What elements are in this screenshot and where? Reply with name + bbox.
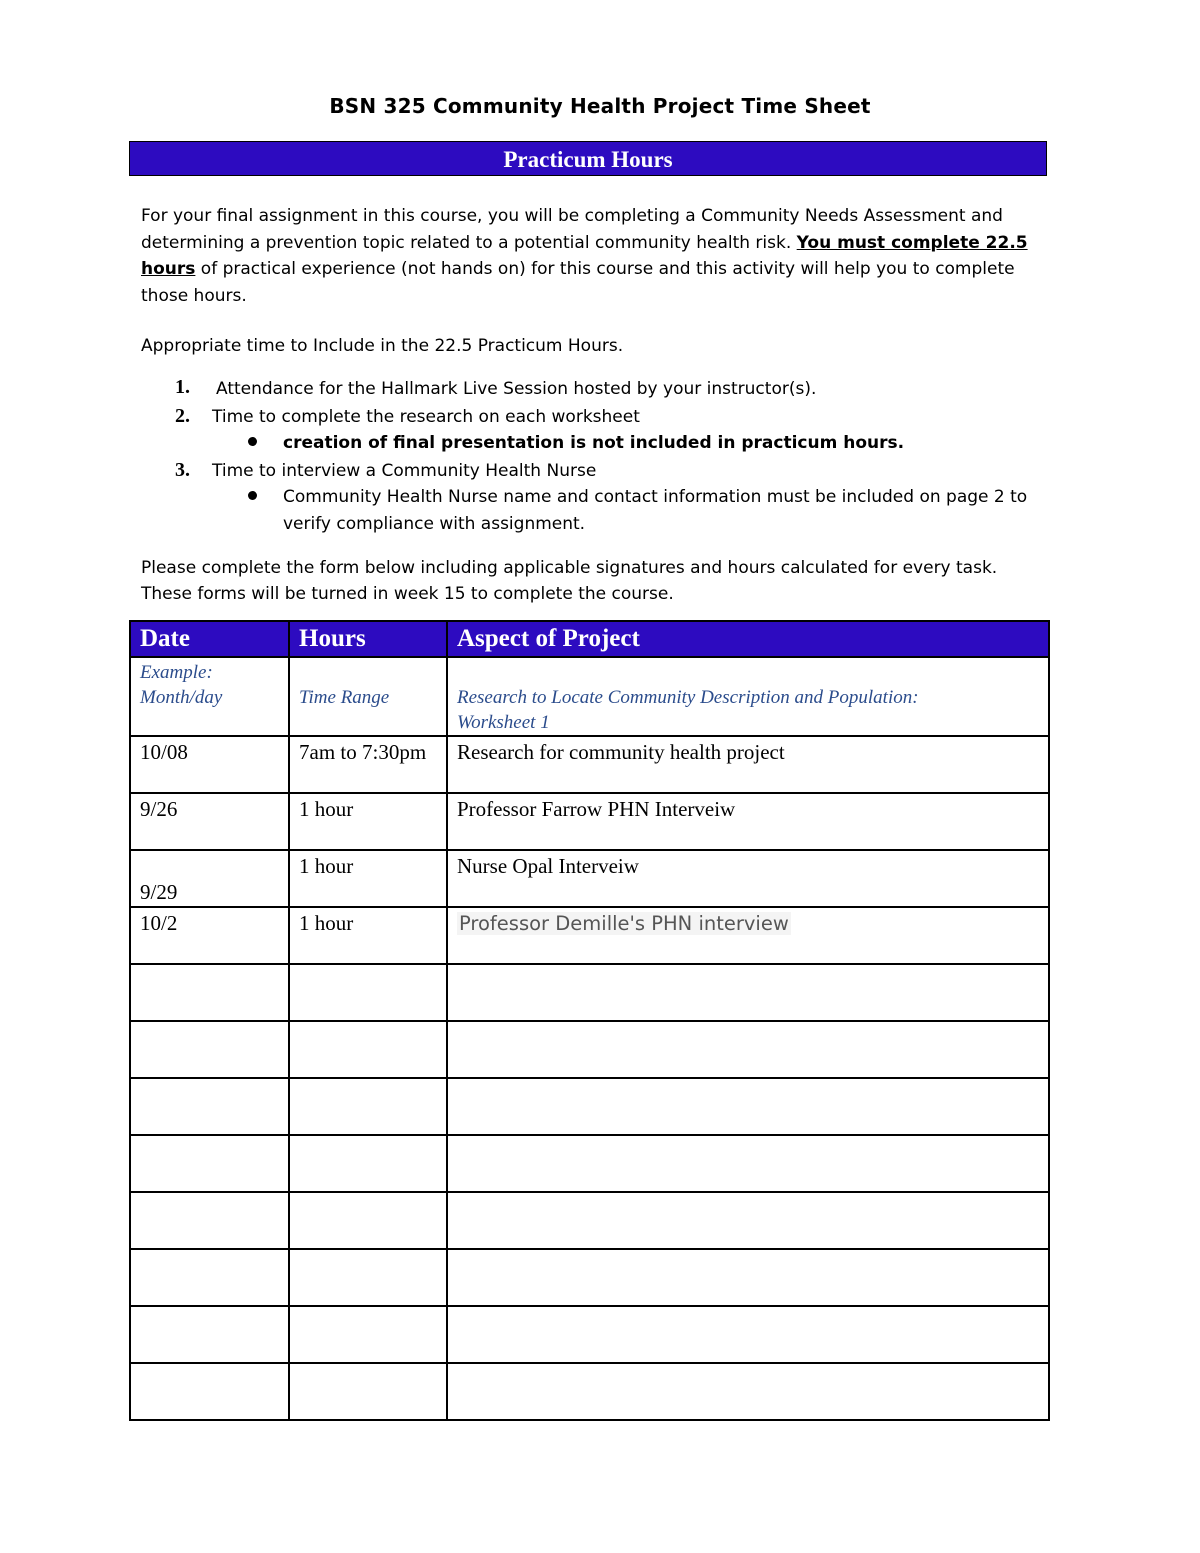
aspect-cell[interactable]: Professor Farrow PHN Interveiw [447,793,1049,850]
list-number-1: 1. [175,376,190,398]
list-number-3: 3. [175,459,190,481]
table-row [130,736,1049,793]
table-row [130,1363,1049,1420]
time-sheet-table [129,620,1050,1421]
table-header-row [130,621,1049,657]
example-aspect-line1: Research to Locate Community Description and Population: [457,687,919,708]
intro-emphasis: You must complete 22.5 hours [141,232,1028,279]
intro-paragraph [141,203,1041,309]
table-row [130,1306,1049,1363]
aspect-value: Professor Demille's PHN interview [459,912,789,935]
aspect-cell[interactable] [447,1306,1049,1363]
header-date: Date [130,621,289,657]
date-cell[interactable] [130,1363,289,1420]
hours-cell[interactable] [289,1021,447,1078]
aspect-cell[interactable]: Nurse Opal Interveiw [447,850,1049,907]
aspect-cell[interactable] [447,964,1049,1021]
appropriate-time-heading: Appropriate time to Include in the 22.5 Practicum Hours. [141,336,624,356]
aspect-cell[interactable] [447,1249,1049,1306]
date-cell[interactable] [130,1192,289,1249]
hours-cell[interactable] [289,1078,447,1135]
table-row [130,907,1049,964]
date-cell[interactable]: 10/2 [130,907,289,964]
list-item-3: Time to interview a Community Health Nurse [212,461,597,481]
list-item-1: Attendance for the Hallmark Live Session hosted by your instructor(s). [216,379,817,399]
intro-text-1: For your final assignment in this course, you will be completing a Community Needs Assessment and determining a prevention topic related to a potential community health risk. [141,206,1003,253]
date-cell[interactable] [130,1078,289,1135]
date-cell[interactable] [130,1249,289,1306]
aspect-cell[interactable] [447,1135,1049,1192]
hours-cell[interactable]: 1 hour [289,907,447,964]
table-row [130,850,1049,907]
header-aspect: Aspect of Project [447,621,1049,657]
table-row [130,793,1049,850]
hours-cell[interactable]: 1 hour [289,850,447,907]
example-date-cell [130,657,289,736]
example-hours: Time Range [299,687,390,708]
hours-cell[interactable]: 7am to 7:30pm [289,736,447,793]
aspect-cell[interactable]: Research for community health project [447,736,1049,793]
list-item-2: Time to complete the research on each worksheet [212,407,640,427]
header-hours: Hours [289,621,447,657]
date-cell[interactable]: 10/08 [130,736,289,793]
table-row [130,1078,1049,1135]
page-title: BSN 325 Community Health Project Time Sheet [329,94,871,118]
date-value: 9/29 [140,880,178,904]
list-subitem-2: creation of final presentation is not included in practicum hours. [283,433,905,453]
hours-cell[interactable] [289,1249,447,1306]
hours-cell[interactable] [289,1135,447,1192]
example-aspect-cell [447,657,1049,736]
date-cell[interactable] [130,1135,289,1192]
hours-cell[interactable] [289,1306,447,1363]
table-row [130,1021,1049,1078]
hours-cell[interactable]: 1 hour [289,793,447,850]
example-aspect-line2: Worksheet 1 [457,712,550,733]
hours-cell[interactable] [289,1363,447,1420]
list-number-2: 2. [175,405,190,427]
example-date-label: Example: [140,662,213,683]
date-cell[interactable] [130,850,289,907]
instructions-paragraph: Please complete the form below including applicable signatures and hours calculated for every task. These forms will be turned in week 15 to complete the course. [141,558,998,604]
table-row [130,1135,1049,1192]
example-date-format: Month/day [140,687,223,708]
aspect-cell[interactable] [447,1192,1049,1249]
table-row [130,1249,1049,1306]
example-hours-cell [289,657,447,736]
example-row [130,657,1049,736]
date-cell[interactable] [130,964,289,1021]
aspect-cell[interactable] [447,907,1049,964]
bullet-icon [248,437,257,446]
date-cell[interactable]: 9/26 [130,793,289,850]
aspect-cell[interactable] [447,1363,1049,1420]
date-cell[interactable] [130,1306,289,1363]
hours-cell[interactable] [289,1192,447,1249]
intro-text-2: of practical experience (not hands on) for this course and this activity will help you to complete those hours. [141,259,1015,306]
hours-cell[interactable] [289,964,447,1021]
list-subitem-3: Community Health Nurse name and contact information must be included on page 2 to verify compliance with assignment. [283,487,1028,534]
table-row [130,964,1049,1021]
aspect-cell[interactable] [447,1021,1049,1078]
aspect-cell[interactable] [447,1078,1049,1135]
date-cell[interactable] [130,1021,289,1078]
table-row [130,1192,1049,1249]
bullet-icon [248,491,257,500]
practicum-hours-banner: Practicum Hours [129,141,1047,176]
